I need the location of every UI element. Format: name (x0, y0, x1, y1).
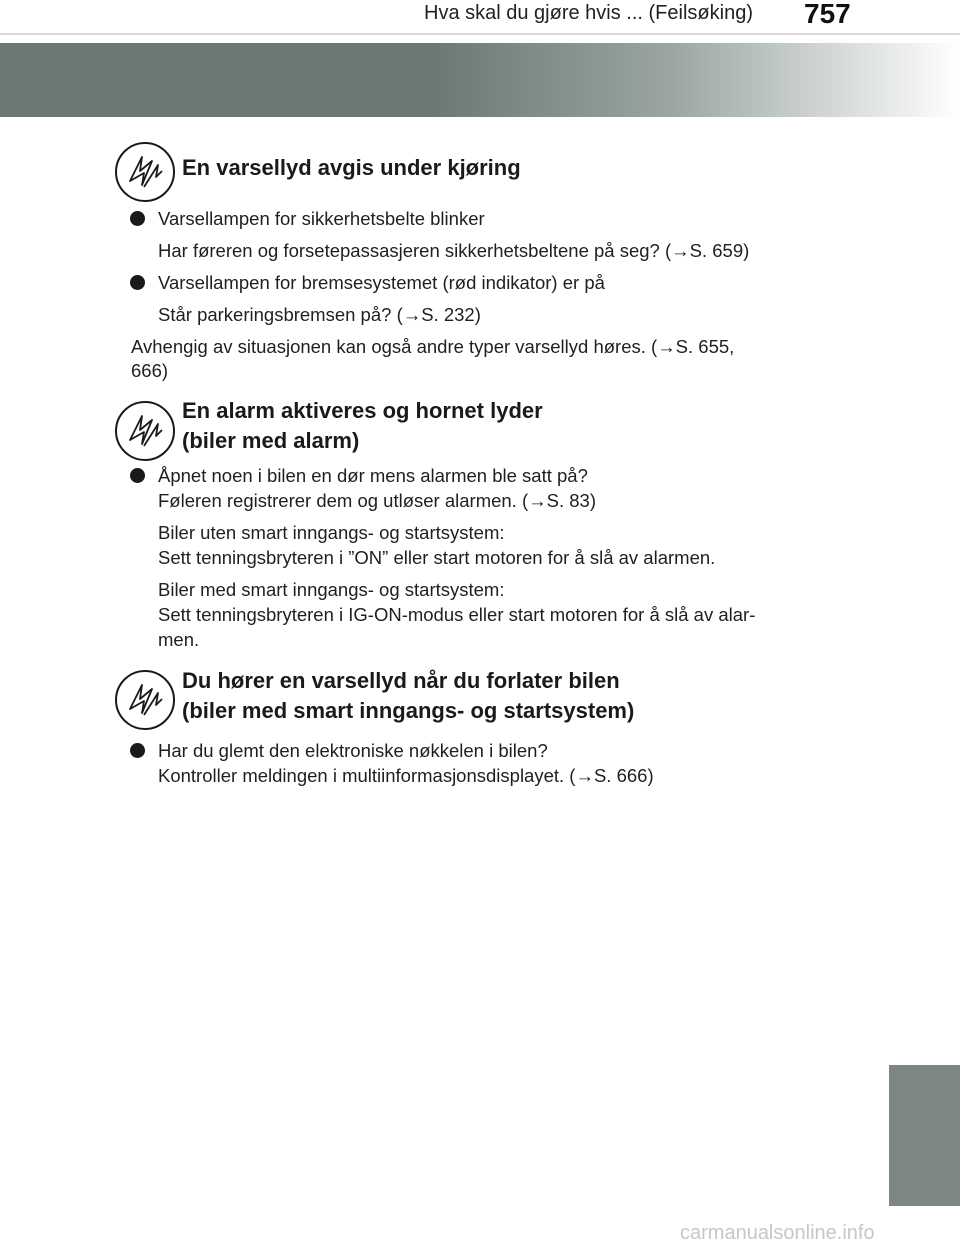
site-watermark: carmanualsonline.info (680, 1222, 875, 1244)
item-heading: Varsellampen for sikkerhetsbelte blinker (158, 208, 485, 229)
section-title-line-2: (biler med smart inngangs- og startsystem) (182, 698, 635, 723)
section-title-line-2: (biler med alarm) (182, 428, 360, 453)
item-heading: Har du glemt den elektroniske nøkkelen i bilen? (158, 740, 548, 761)
item-answer: Kontroller meldingen i multiinformasjonsdisplayet. (→S. 666) (158, 765, 654, 786)
bullet-marker (130, 211, 145, 226)
alarm-sound-icon (114, 669, 176, 731)
item-answer: Føleren registrerer dem og utløser alarmen. (→S. 83) (158, 490, 596, 511)
running-header-title: Hva skal du gjøre hvis ... (Feilsøking) (424, 2, 753, 24)
section-note: Avhengig av situasjonen kan også andre typer varsellyd høres. (→S. 655, (131, 336, 735, 357)
alarm-sound-icon (114, 400, 176, 462)
item-heading: Åpnet noen i bilen en dør mens alarmen ble satt på? (158, 465, 588, 486)
item-answer: Sett tenningsbryteren i IG-ON-modus eller start motoren for å slå av alar- (158, 604, 756, 625)
alarm-sound-icon (114, 141, 176, 203)
item-answer: Har føreren og forsetepassasjeren sikkerhetsbeltene på seg? (→S. 659) (158, 240, 750, 261)
item-condition: Biler med smart inngangs- og startsystem: (158, 579, 505, 600)
item-answer: Sett tenningsbryteren i ”ON” eller start motoren for å slå av alarmen. (158, 547, 716, 568)
bullet-marker (130, 275, 145, 290)
section-note-continued: 666) (131, 360, 169, 381)
item-answer: Står parkeringsbremsen på? (→S. 232) (158, 304, 481, 325)
chapter-banner (0, 43, 960, 117)
item-condition: Biler uten smart inngangs- og startsystem: (158, 522, 505, 543)
bullet-marker (130, 468, 145, 483)
section-title: En varsellyd avgis under kjøring (182, 155, 521, 180)
chapter-side-tab (889, 1065, 960, 1206)
section-title: Du hører en varsellyd når du forlater bilen (182, 668, 620, 693)
item-answer-continued: men. (158, 629, 200, 650)
item-heading: Varsellampen for bremsesystemet (rød indikator) er på (158, 272, 605, 293)
header-divider (0, 33, 960, 35)
bullet-marker (130, 743, 145, 758)
page-number: 757 (804, 0, 851, 29)
section-title: En alarm aktiveres og hornet lyder (182, 398, 543, 423)
